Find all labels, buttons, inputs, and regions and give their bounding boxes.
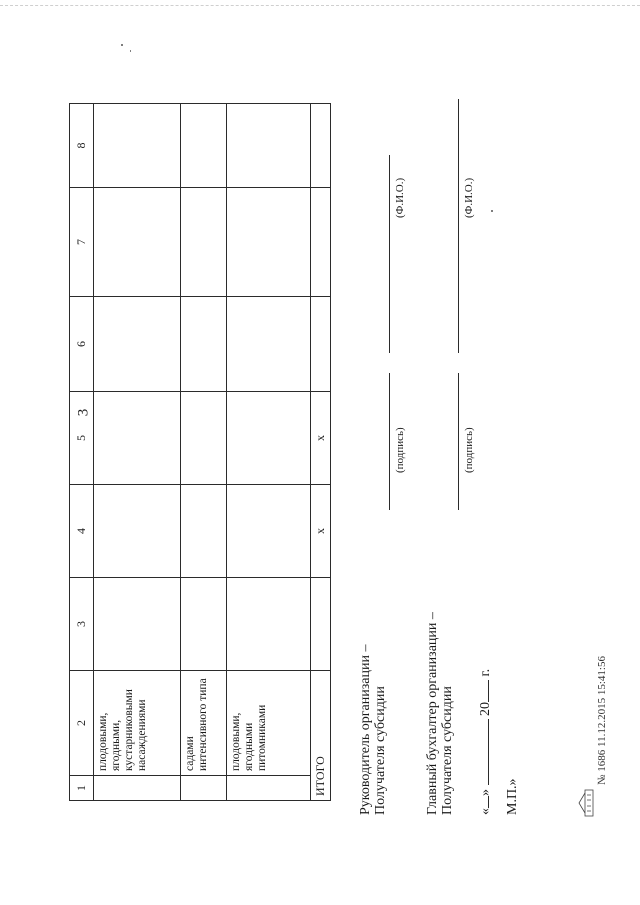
- header-cell: 6: [70, 297, 94, 392]
- row-label: садами интенсивного типа: [181, 671, 227, 776]
- date-line: [478, 669, 494, 815]
- table-cell: [227, 297, 311, 392]
- accountant-name-line: [458, 99, 459, 353]
- table-header-row: [70, 104, 94, 801]
- seal-label: М.П.»: [505, 778, 520, 815]
- accountant-name-hint: (Ф.И.О.): [463, 177, 475, 218]
- table-cell: [94, 392, 181, 485]
- date-year-prefix: 20: [478, 702, 493, 716]
- head-name-line: [389, 155, 390, 353]
- table-cell: [181, 578, 227, 671]
- header-cell: 3: [70, 578, 94, 671]
- date-year-suffix: г.: [478, 668, 493, 677]
- date-month-blank: [488, 720, 489, 786]
- table-cell: [227, 578, 311, 671]
- header-cell: 8: [70, 104, 94, 188]
- head-signature-label-line1: Руководитель организации –: [358, 644, 373, 815]
- table-cell: [311, 297, 331, 392]
- table-row: [227, 104, 311, 801]
- subsidy-table: [69, 103, 331, 801]
- row-label: плодовыми, ягодными питомниками: [227, 671, 311, 776]
- date-open-quote: «: [478, 808, 493, 815]
- header-cell: 1: [70, 776, 94, 801]
- total-label: ИТОГО: [311, 671, 331, 801]
- table-cell: [227, 776, 311, 801]
- header-cell: 4: [70, 485, 94, 578]
- date-year-blank: [488, 680, 489, 702]
- registration-number: № 1686 11.12.2015 15:41:56: [596, 656, 608, 785]
- table-cell: [311, 104, 331, 188]
- table-row: [181, 104, 227, 801]
- table-cell: [181, 485, 227, 578]
- table-cell: [311, 578, 331, 671]
- table-cell: [181, 392, 227, 485]
- header-cell: 5: [70, 392, 94, 485]
- table-cell: [227, 188, 311, 297]
- date-close-quote: »: [478, 789, 493, 796]
- header-cell: 7: [70, 188, 94, 297]
- table-cell: [94, 297, 181, 392]
- accountant-signature-label-line1: Главный бухгалтер организации –: [425, 612, 440, 815]
- head-name-hint: (Ф.И.О.): [394, 177, 406, 218]
- date-day-blank: [488, 796, 489, 808]
- table-cell: [227, 104, 311, 188]
- accountant-signature-line: [458, 373, 459, 510]
- accountant-signature-label-line2: Получателя субсидии: [440, 686, 455, 815]
- page-number: 3: [75, 408, 92, 417]
- total-cell: x: [311, 485, 331, 578]
- table-cell: [94, 485, 181, 578]
- table-cell: [94, 776, 181, 801]
- table-cell: [181, 188, 227, 297]
- table-cell: [181, 104, 227, 188]
- table-cell: [94, 578, 181, 671]
- table-row: [94, 104, 181, 801]
- total-cell: x: [311, 392, 331, 485]
- table-cell: [311, 188, 331, 297]
- header-cell: 2: [70, 671, 94, 776]
- row-label: плодовыми, ягодными, кустарниковыми насаждениями: [94, 671, 181, 776]
- table-cell: [181, 297, 227, 392]
- table-cell: [181, 776, 227, 801]
- table-cell: [227, 392, 311, 485]
- head-signature-line: [389, 373, 390, 510]
- head-signature-label-line2: Получателя субсидии: [373, 686, 388, 815]
- table-cell: [227, 485, 311, 578]
- table-cell: [94, 188, 181, 297]
- accountant-signature-hint: (подпись): [463, 427, 475, 473]
- table-total-row: [311, 104, 331, 801]
- table-cell: [94, 104, 181, 188]
- head-signature-hint: (подпись): [394, 427, 406, 473]
- registry-stamp-icon: [578, 789, 594, 817]
